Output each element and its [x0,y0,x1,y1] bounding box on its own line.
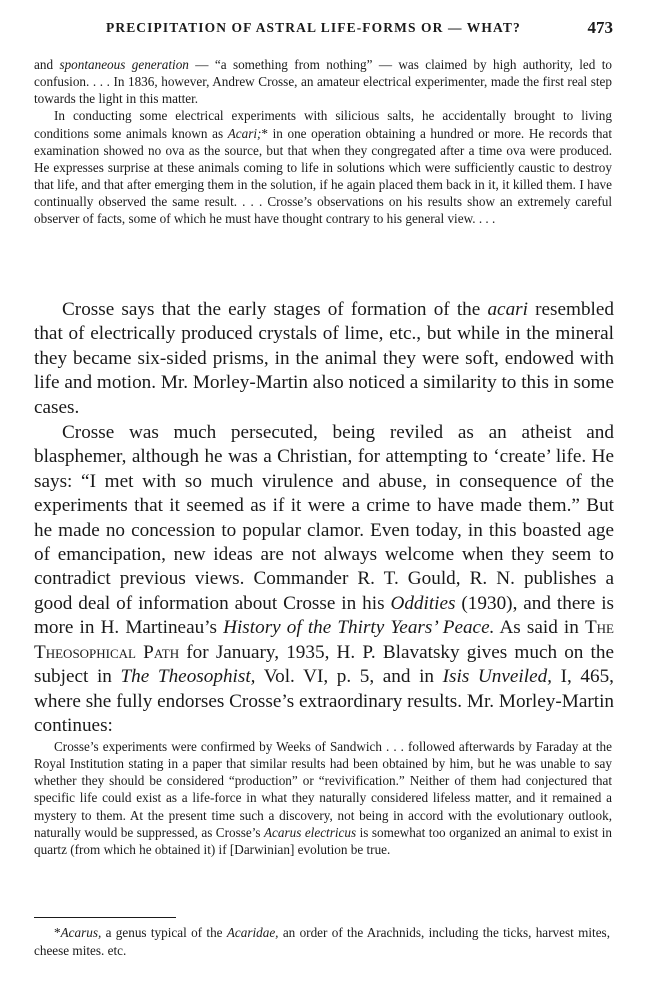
italic-term: Acaridae, [226,925,279,940]
text-run: Crosse’s experiments were confirmed by Weeks of Sandwich . . . followed afterwards by Faraday at the Royal Institution stating in a paper that similar results had been obtained by him, but he was unable to say whether they should be considered “production” or “revivification.” Neither of them had conjectured that specific life could exist as a life-force in what they naturally considered lifeless matter, and it remained a mystery to them. At the present time such a discovery, not being in accord with the evolutionary outlook, naturally would be suppressed, as Crosse’s [34,739,612,840]
italic-term: Acari; [227,125,262,141]
footnote-divider [34,917,176,918]
book-title: History of the Thirty Years’ Peace. [223,617,495,639]
footnote-paragraph [34,924,610,959]
footnote-marker: * [54,925,61,940]
text-run: an order of the Arachnids, including the ticks, harvest mites, cheese mites. etc. [34,925,610,958]
page-number: 473 [587,18,613,37]
quote-paragraph-1 [34,56,612,107]
text-run: In conducting some electrical experiments with silicious salts, he accidentally brought to living conditions some animals known as [34,108,612,141]
text-run: Vol. VI, p. 5, and in [255,666,443,688]
text-run: for January, 1935, H. P. Blavatsky gives much on the subject in [34,641,615,688]
block-quote-top [34,56,612,228]
block-quote-bottom [34,738,612,858]
text-run: As said in [494,617,585,639]
text-run: I, 465, where she fully endorses Crosse’s extraordinary results. Mr. Morley-Martin continues: [34,666,614,736]
text-run: and [34,57,60,72]
journal-title: The Theosophical Path [34,617,614,663]
quote-paragraph-2 [34,107,612,227]
book-title: Oddities [390,592,456,614]
running-title: PRECIPITATION OF ASTRAL LIFE-FORMS OR — WHAT? [106,20,521,35]
text-run: Crosse was much persecuted, being reviled as an atheist and blasphemer, although he was a Christian, for attempting to ‘create’ life. He says: “I met with so much virulence and abuse, in consequence of the experiments that it seemed as if it were a crime to have made them.” But he made no concession to popular clamor. Even today, in this boasted age of emancipation, new ideas are not always welcome when they seem to contradict previous views. Commander R. T. Gould, R. N. publishes a good deal of information about Crosse in his [34,422,614,614]
footnote [34,924,610,959]
body-paragraph-1 [34,298,614,420]
text-run: Crosse says that the early stages of formation of the [62,299,488,320]
journal-title: The Theosophist, [120,666,256,688]
quote-paragraph-3 [34,738,612,858]
page-header [38,18,613,40]
text-run: resembled that of electrically produced crystals of lime, etc., but while in the mineral they became six-sided prisms, in the animal they were soft, endowed with life and motion. Mr. Morley-Martin also noticed a similarity to this in some cases. [34,299,614,418]
text-run: — “a something from nothing” — was claimed by high authority, led to confusion. . . . In 1836, however, Andrew Crosse, an amateur electrical experimenter, made the first real step towards the light in this matter. [34,57,613,107]
text-run: is somewhat too organized an animal to exist in quartz (from which he obtained it) if [Darwinian] evolution be true. [34,824,612,857]
italic-term: Acarus electricus [263,824,357,840]
italic-term: Acarus, [60,925,102,940]
italic-term: acari [487,299,528,320]
text-run: a genus typical of the [101,925,227,940]
text-run: (1930), and there is more in H. Martineau’s [34,592,614,639]
italic-term: spontaneous generation [59,57,189,72]
book-title: Isis Unveiled, [442,666,552,688]
text-run: * in one operation obtaining a hundred or more. He records that examination showed no ova as the source, but that when they congregated after a time ova were produced. He expresses surprise at these animals coming to life in solutions which were sufficiently caustic to destroy that life, and that after emerging them in the solution, if he again placed them back in it, it killed them. I have continually observed the same result. . . . Crosse’s observations on his results show an extremely careful observer of facts, some of which he must have thought contrary to his general view. . . . [34,125,612,227]
body-paragraph-2 [34,421,614,738]
main-body-text [34,298,614,738]
